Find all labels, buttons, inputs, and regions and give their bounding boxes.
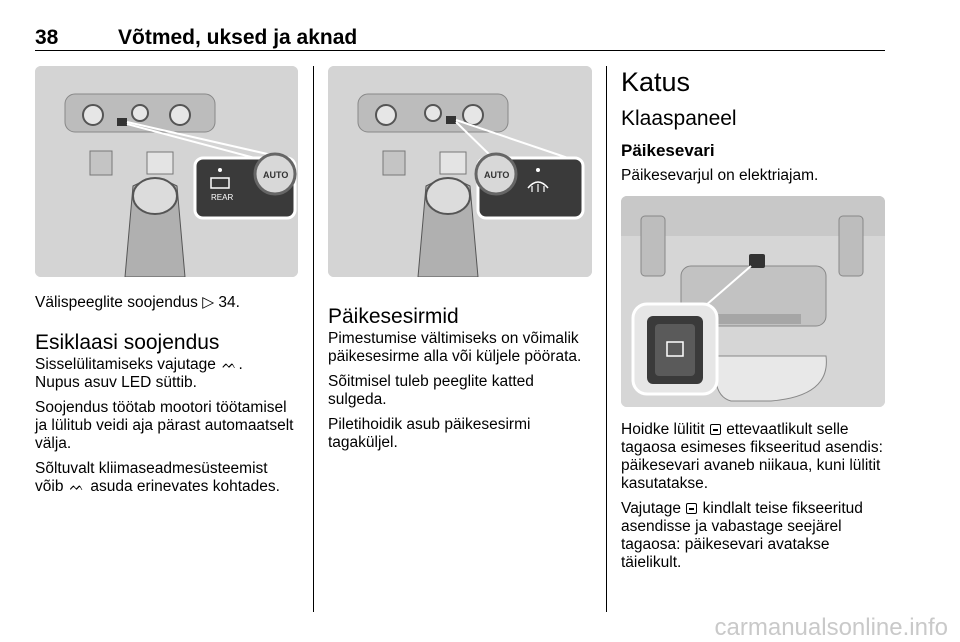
column-divider-2	[606, 66, 607, 612]
mirror-heating-caption: Välispeeglite soojendus ▷ 34.	[35, 294, 240, 311]
windscreen-defroster-illustration	[328, 66, 592, 277]
column-3	[621, 66, 886, 572]
header-rule	[35, 50, 885, 51]
sunblind-p2: Vajutage kindlalt teise fikseeritud asendisse ja vabastage seejärel tagaosa: päikesevari avatakse täielikult.	[621, 500, 863, 571]
sun-visors-p2: Sõitmisel tuleb peeglite katted sulgeda.	[328, 373, 534, 408]
windscreen-heating-p3: Sõltuvalt kliimaseadmesüsteemist võib ᨓ asuda erinevates kohtades.	[35, 460, 280, 495]
rear-label: REAR	[211, 193, 234, 202]
defroster-console-illustration	[35, 66, 298, 277]
sunblind-intro: Päikesevarjul on elektriajam.	[621, 167, 819, 184]
sunblind-heading: Päikesevari	[621, 141, 715, 160]
sun-visors-p1: Pimestumise vältimiseks on võimalik päikesesirme alla või küljele pöörata.	[328, 330, 582, 365]
sunblind-switch-icon	[710, 424, 721, 435]
watermark: carmanualsonline.info	[714, 614, 948, 641]
auto-label: AUTO	[263, 170, 289, 180]
windscreen-heating-heading: Esiklaasi soojendus	[35, 331, 220, 354]
roof-heading: Katus	[621, 67, 691, 97]
sun-visors-heading: Päikesesirmid	[328, 305, 459, 328]
windscreen-heating-icon: ᨓ	[222, 357, 237, 371]
reference-arrow-icon: ▷	[202, 294, 215, 311]
sun-visors-p3: Piletihoidik asub päikesesirmi tagaküljel.	[328, 416, 531, 451]
column-2	[328, 66, 592, 452]
windscreen-heating-p2: Soojendus töötab mootori töötamisel ja lülitub veidi aja pärast automaatselt välja.	[35, 399, 294, 452]
column-divider-1	[313, 66, 314, 612]
column-1	[35, 66, 298, 496]
glass-panel-heading: Klaaspaneel	[621, 107, 737, 130]
sunblind-switch-icon	[686, 503, 697, 514]
sunblind-p1: Hoidke lülitit ettevaatlikult selle tagaosa esimeses fikseeritud asendis: päikesevari avaneb niikaua, kuni lülitit kasutatakse.	[621, 421, 883, 492]
windscreen-heating-icon: ᨓ	[69, 479, 85, 493]
auto-label: AUTO	[484, 170, 510, 180]
chapter-title: Võtmed, uksed ja aknad	[118, 26, 358, 49]
page-number: 38	[35, 26, 59, 49]
windscreen-heating-p1: Sisselülitamiseks vajutage ᨓ . Nupus asuv LED süttib.	[35, 356, 243, 391]
sunblind-switch-illustration	[621, 196, 885, 407]
